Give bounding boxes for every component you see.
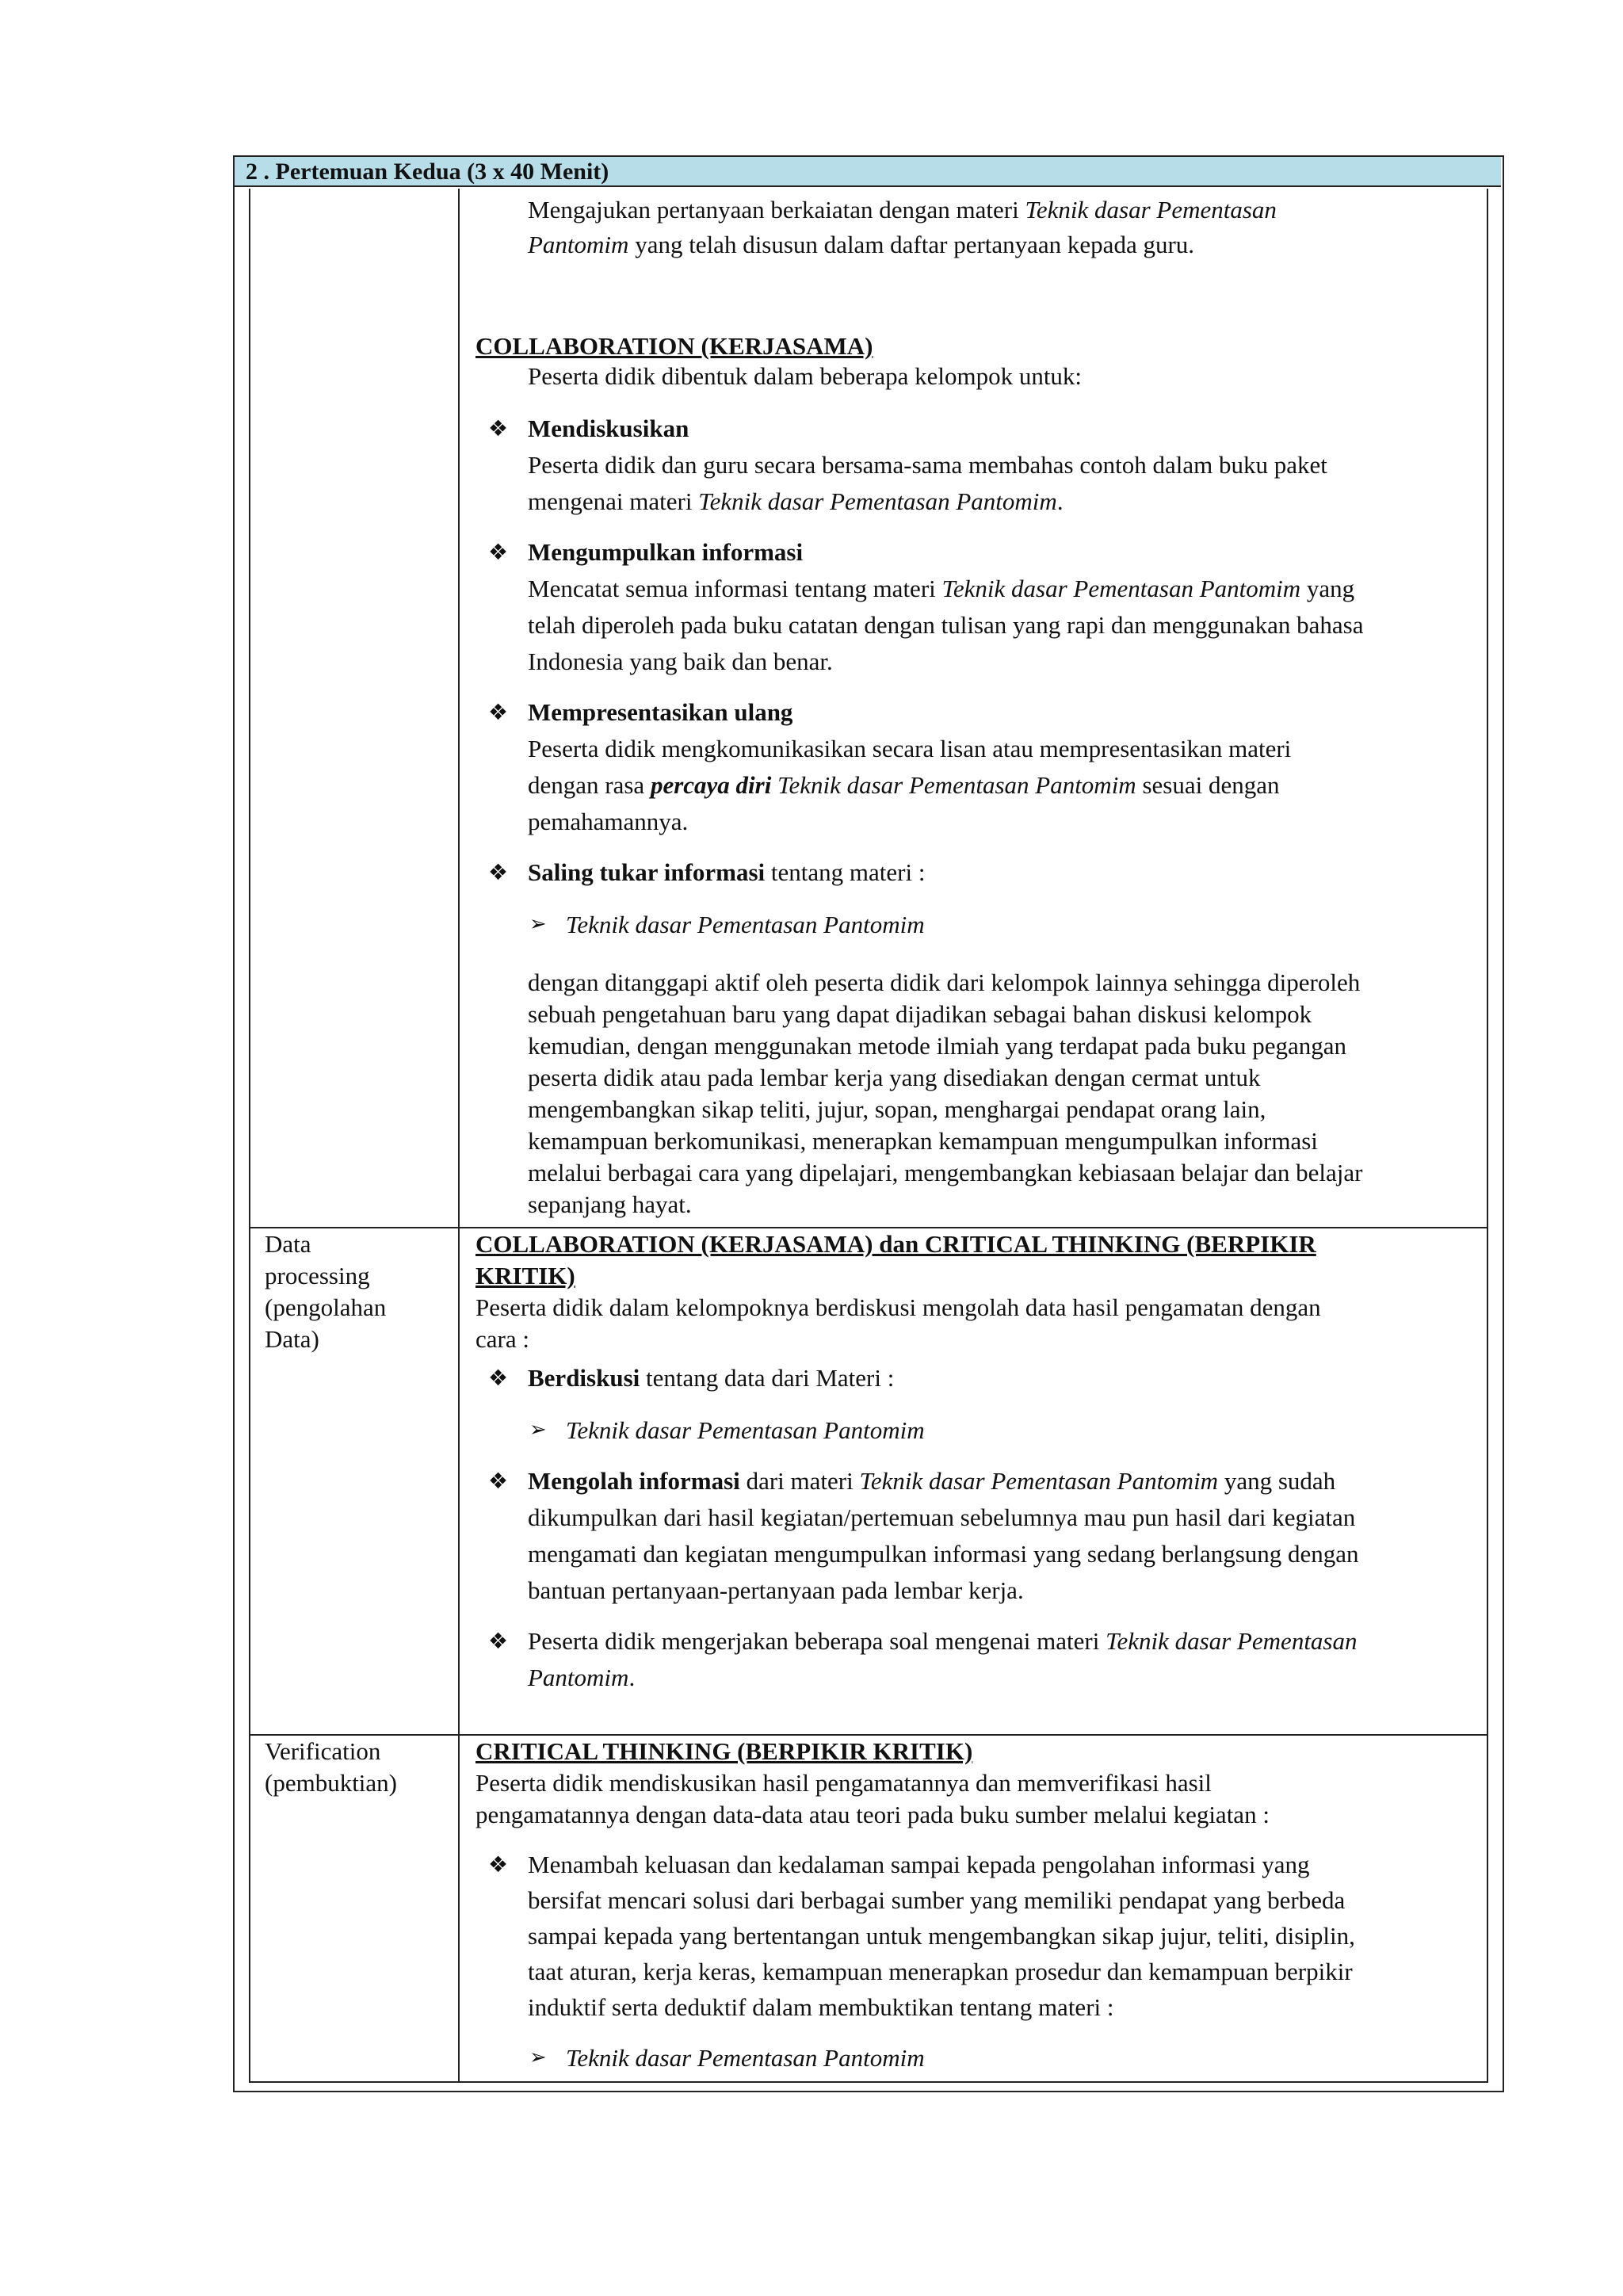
diamond-bullet-icon: ❖: [488, 1628, 509, 1654]
column-divider: [458, 189, 460, 2083]
bullet-mengumpulkan-line-2: telah diperoleh pada buku catatan dengan tulisan yang rapi dan menggunakan bahasa: [528, 611, 1364, 639]
bullet-mempresentasikan-line-2: dengan rasa percaya diri Teknik dasar Pementasan Pantomim sesuai dengan: [528, 771, 1280, 799]
bullet-mempresentasikan-line-1: Peserta didik mengkomunikasikan secara lisan atau mempresentasikan materi: [528, 735, 1292, 762]
bullet-saling-tukar: Saling tukar informasi tentang materi :: [528, 858, 926, 886]
bullet-mempresentasikan-line-3: pemahamannya.: [528, 808, 689, 835]
bullet-mengumpulkan-title: Mengumpulkan informasi: [528, 538, 804, 566]
sub-item-pantomim: Teknik dasar Pementasan Pantomim: [566, 2044, 925, 2072]
question-line-2: Pantomim yang telah disusun dalam daftar pertanyaan kepada guru.: [528, 231, 1195, 258]
bullet-mengolah-line-1: Mengolah informasi dari materi Teknik dasar Pementasan Pantomim yang sudah: [528, 1467, 1336, 1495]
row-label-data-processing: Data processing (pengolahan Data): [265, 1230, 387, 1353]
verification-intro-2: pengamatannya dengan data-data atau teori pada buku sumber melalui kegiatan :: [475, 1801, 1270, 1828]
diamond-bullet-icon: ❖: [488, 1365, 509, 1391]
paragraph-line: kemudian, dengan menggunakan metode ilmiah yang terdapat pada buku pegangan: [528, 1032, 1346, 1060]
bullet-line: bersifat mencari solusi dari berbagai sumber yang memiliki pendapat yang berbeda: [528, 1886, 1346, 1914]
question-line-1: Mengajukan pertanyaan berkaiatan dengan materi Teknik dasar Pementasan: [528, 196, 1277, 223]
data-processing-intro-2: cara :: [475, 1325, 529, 1353]
diamond-bullet-icon: ❖: [488, 1851, 509, 1878]
verification-heading: CRITICAL THINKING (BERPIKIR KRITIK): [475, 1737, 973, 1765]
sub-item-pantomim: Teknik dasar Pementasan Pantomim: [566, 911, 925, 938]
arrow-bullet-icon: ➢: [529, 2046, 547, 2069]
sub-item-pantomim: Teknik dasar Pementasan Pantomim: [566, 1416, 925, 1444]
bullet-mengolah-line-2: dikumpulkan dari hasil kegiatan/pertemuan sebelumnya mau pun hasil dari kegiatan: [528, 1503, 1356, 1531]
diamond-bullet-icon: ❖: [488, 859, 509, 885]
paragraph-line: sepanjang hayat.: [528, 1190, 692, 1218]
bullet-soal-line-2: Pantomim.: [528, 1664, 636, 1691]
bullet-line: Menambah keluasan dan kedalaman sampai kepada pengolahan informasi yang: [528, 1851, 1310, 1878]
bullet-mengolah-line-3: mengamati dan kegiatan mengumpulkan informasi yang sedang berlangsung dengan: [528, 1540, 1359, 1568]
row-label-verification: Verification (pembuktian): [265, 1737, 398, 1797]
bullet-mendiskusikan-title: Mendiskusikan: [528, 415, 689, 442]
diamond-bullet-icon: ❖: [488, 415, 509, 441]
collaboration-intro: Peserta didik dibentuk dalam beberapa kelompok untuk:: [528, 362, 1083, 390]
arrow-bullet-icon: ➢: [529, 912, 547, 936]
bullet-mengolah-line-4: bantuan pertanyaan-pertanyaan pada lembar kerja.: [528, 1576, 1024, 1604]
paragraph-line: sebuah pengetahuan baru yang dapat dijadikan sebagai bahan diskusi kelompok: [528, 1000, 1312, 1028]
verification-intro-1: Peserta didik mendiskusikan hasil pengamatannya dan memverifikasi hasil: [475, 1769, 1212, 1797]
data-processing-intro-1: Peserta didik dalam kelompoknya berdiskusi mengolah data hasil pengamatan dengan: [475, 1293, 1321, 1321]
bullet-mendiskusikan-line-2: mengenai materi Teknik dasar Pementasan Pantomim.: [528, 487, 1064, 515]
diamond-bullet-icon: ❖: [488, 539, 509, 565]
paragraph-line: melalui berbagai cara yang dipelajari, mengembangkan kebiasaan belajar dan belajar: [528, 1159, 1363, 1186]
paragraph-line: mengembangkan sikap teliti, jujur, sopan, menghargai pendapat orang lain,: [528, 1095, 1266, 1123]
bullet-soal-line-1: Peserta didik mengerjakan beberapa soal mengenai materi Teknik dasar Pementasan: [528, 1627, 1358, 1655]
bullet-line: sampai kepada yang bertentangan untuk mengembangkan sikap jujur, teliti, disiplin,: [528, 1922, 1355, 1950]
diamond-bullet-icon: ❖: [488, 1468, 509, 1494]
bullet-berdiskusi: Berdiskusi tentang data dari Materi :: [528, 1364, 895, 1392]
bullet-mengumpulkan-line-3: Indonesia yang baik dan benar.: [528, 648, 833, 675]
header-title: 2 . Pertemuan Kedua (3 x 40 Menit): [246, 159, 609, 185]
paragraph-line: kemampuan berkomunikasi, menerapkan kemampuan mengumpulkan informasi: [528, 1127, 1318, 1155]
data-processing-heading-1: COLLABORATION (KERJASAMA) dan CRITICAL THINKING (BERPIKIR: [475, 1230, 1316, 1258]
paragraph-line: dengan ditanggapi aktif oleh peserta didik dari kelompok lainnya sehingga diperoleh: [528, 968, 1361, 996]
bullet-mempresentasikan-title: Mempresentasikan ulang: [528, 698, 793, 726]
bullet-line: taat aturan, kerja keras, kemampuan menerapkan prosedur dan kemampuan berpikir: [528, 1958, 1353, 1985]
bullet-mendiskusikan-line-1: Peserta didik dan guru secara bersama-sama membahas contoh dalam buku paket: [528, 451, 1327, 479]
diamond-bullet-icon: ❖: [488, 699, 509, 725]
bullet-mengumpulkan-line-1: Mencatat semua informasi tentang materi Teknik dasar Pementasan Pantomim yang: [528, 575, 1355, 602]
verification-bullet: [528, 1847, 1355, 2025]
table-header: [235, 157, 1501, 187]
collaboration-heading: COLLABORATION (KERJASAMA): [475, 332, 873, 360]
arrow-bullet-icon: ➢: [529, 1418, 547, 1442]
bullet-line: induktif serta deduktif dalam membuktikan tentang materi :: [528, 1993, 1114, 2021]
paragraph-line: peserta didik atau pada lembar kerja yang disediakan dengan cermat untuk: [528, 1064, 1261, 1091]
data-processing-heading-2: KRITIK): [475, 1262, 575, 1289]
collaboration-paragraph: [528, 967, 1363, 1221]
